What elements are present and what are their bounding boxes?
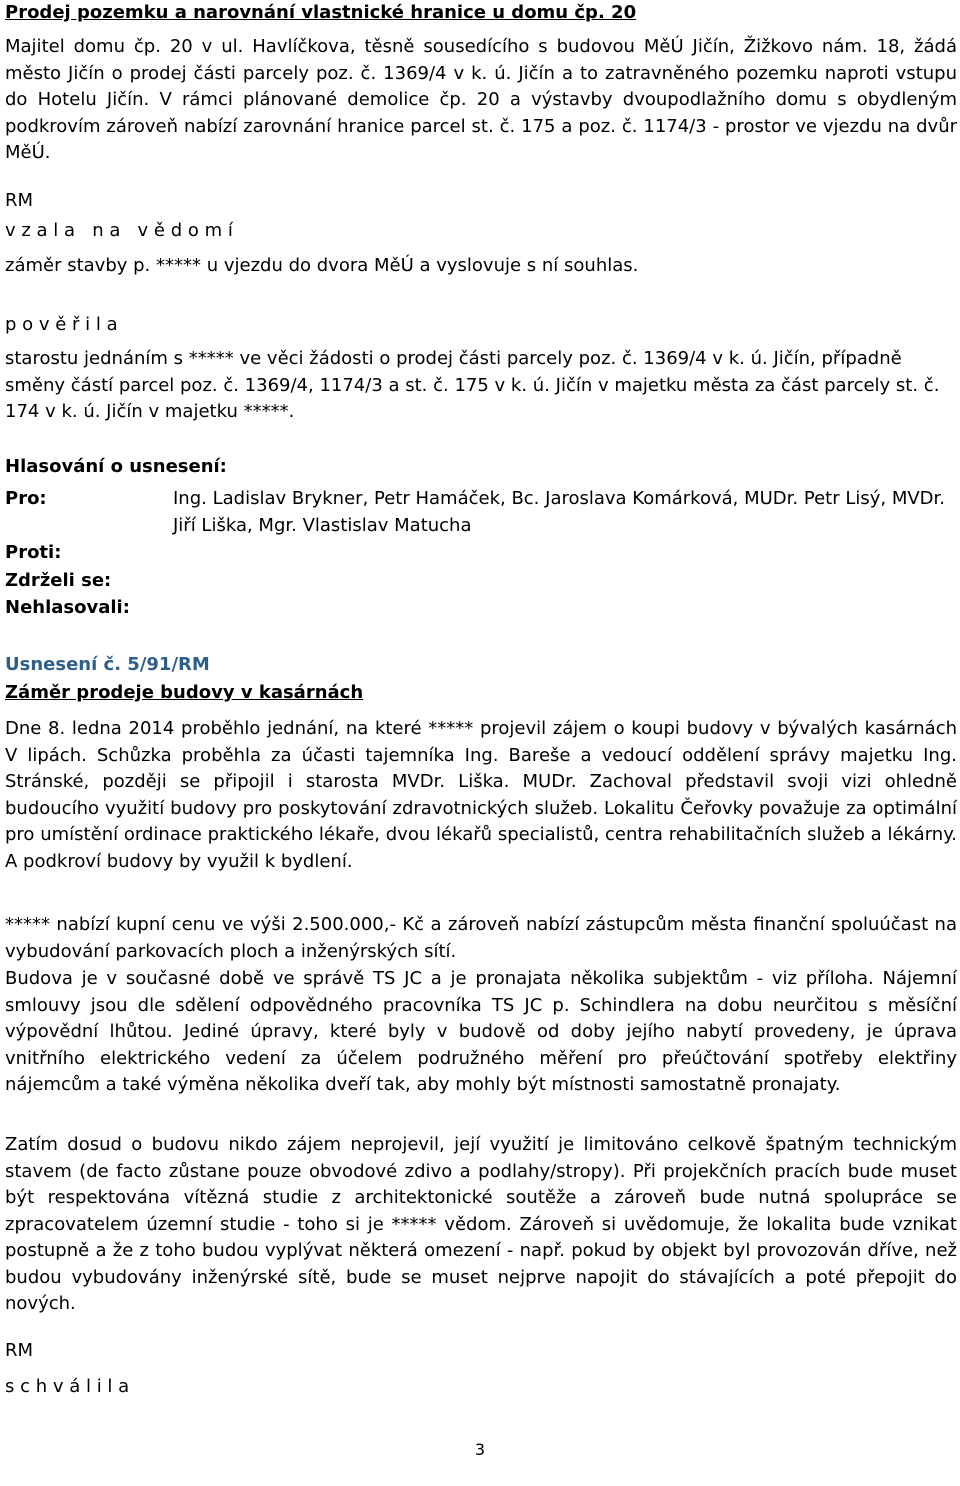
- action-text-poverila: starostu jednáním s ***** ve věci žádosti o prodej části parcely poz. č. 1369/4 v k. ú. Jičín, případně směny částí parcel poz. č. 1369/4, 1174/3 a st. č. 175 v k. ú. Jičín v majetku města za část parcely st. č. 174 v k. ú. Jičín v majetku *****.: [5, 348, 940, 422]
- paragraph-2: ***** nabízí kupní cenu ve výši 2.500.000,- Kč a zároveň nabízí zástupcům města finanční spoluúčast na vybudování parkovacích ploch a inženýrských sítí.: [5, 914, 957, 962]
- action-heading-vzala: v z a l a n a v ě d o m í: [5, 220, 233, 241]
- vote-proti-label: Proti:: [5, 542, 62, 563]
- section2-title: Záměr prodeje budovy v kasárnách: [5, 682, 364, 703]
- vote-pro-value: Ing. Ladislav Brykner, Petr Hamáček, Bc. Jaroslava Komárková, MUDr. Petr Lisý, MVDr. Jiří Liška, Mgr. Vlastislav Matucha: [173, 488, 946, 536]
- voting-table: [5, 486, 957, 626]
- voting-heading: Hlasování o usnesení:: [5, 456, 227, 477]
- section-title: Prodej pozemku a narovnání vlastnické hranice u domu čp. 20: [5, 2, 637, 23]
- paragraph-4: Zatím dosud o budovu nikdo zájem neprojevil, její využití je limitováno celkově špatným technickým stavem (de facto zůstane pouze obvodové zdivo a podlahy/stropy). Při projekčních pracích bude muset být respektována vítězná studie z architektonické soutěže a zároveň bude nutná spolupráce se zpracovatelem územní studie - toho si je ***** vědom. Zároveň si uvědomuje, že lokalita bude vznikat postupně a že z toho budou vyplývat některá omezení - např. pokud by objekt byl provozován dříve, než budou vybudovány inženýrské sítě, bude se muset nejprve napojit do stávajících a poté přepojit do nových.: [5, 1134, 957, 1314]
- action-heading-schvalila: s c h v á l i l a: [5, 1376, 130, 1397]
- paragraph-3: Budova je v současné době ve správě TS JC a je pronajata několika subjektům - viz příloha. Nájemní smlouvy jsou dle sdělení odpovědného pracovníka TS JC p. Schindlera na dobu neurčitou s měsíční výpovědní lhůtou. Jediné úpravy, které byly v budově od doby jejího nabytí provedeny, je úprava vnitřního elektrického vedení za účelem podružného měření pro přeúčtování spotřeby elektřiny nájemcům a také výměna několika dveří tak, aby mohly být místnosti samostatně pronajaty.: [5, 968, 957, 1095]
- page-number: 3: [474, 1440, 486, 1459]
- paragraph-1: Dne 8. ledna 2014 proběhlo jednání, na které ***** projevil zájem o koupi budovy v bývalých kasárnách V lipách. Schůzka proběhla za účasti tajemníka Ing. Bareše a vedoucí oddělení správy majetku Ing. Stránské, později se připojil i starosta MVDr. Liška. MUDr. Zachoval představil svoji vizi ohledně budoucího využití budovy pro poskytování zdravotnických služeb. Lokalitu Čeřovky považuje za optimální pro umístění ordinace praktického lékaře, dvou lékařů specialistů, centra rehabilitačních služeb a lékárny. A podkroví budovy by využil k bydlení.: [5, 718, 957, 872]
- resolution-number: Usnesení č. 5/91/RM: [5, 654, 210, 675]
- section-body: Majitel domu čp. 20 v ul. Havlíčkova, těsně sousedícího s budovou MěÚ Jičín, Žižkovo nám. 18, žádá město Jičín o prodej části parcely poz. č. 1369/4 v k. ú. Jičín a to zatravněného pozemku naproti vstupu do Hotelu Jičín. V rámci plánované demolice čp. 20 a výstavby dvoupodlažního domu s obydleným podkrovím zároveň nabízí zarovnání hranice parcel st. č. 175 a poz. č. 1174/3 - prostor ve vjezdu na dvůr MěÚ.: [5, 36, 957, 163]
- rm-label: RM: [5, 190, 34, 211]
- action-text-vzala: záměr stavby p. ***** u vjezdu do dvora MěÚ a vyslovuje s ní souhlas.: [5, 255, 639, 276]
- vote-nehlasovali-label: Nehlasovali:: [5, 597, 130, 618]
- vote-zdrzeli-label: Zdrželi se:: [5, 570, 112, 591]
- vote-pro-label: Pro:: [5, 488, 47, 509]
- action-heading-poverila: p o v ě ř i l a: [5, 314, 118, 335]
- rm-label-2: RM: [5, 1340, 34, 1361]
